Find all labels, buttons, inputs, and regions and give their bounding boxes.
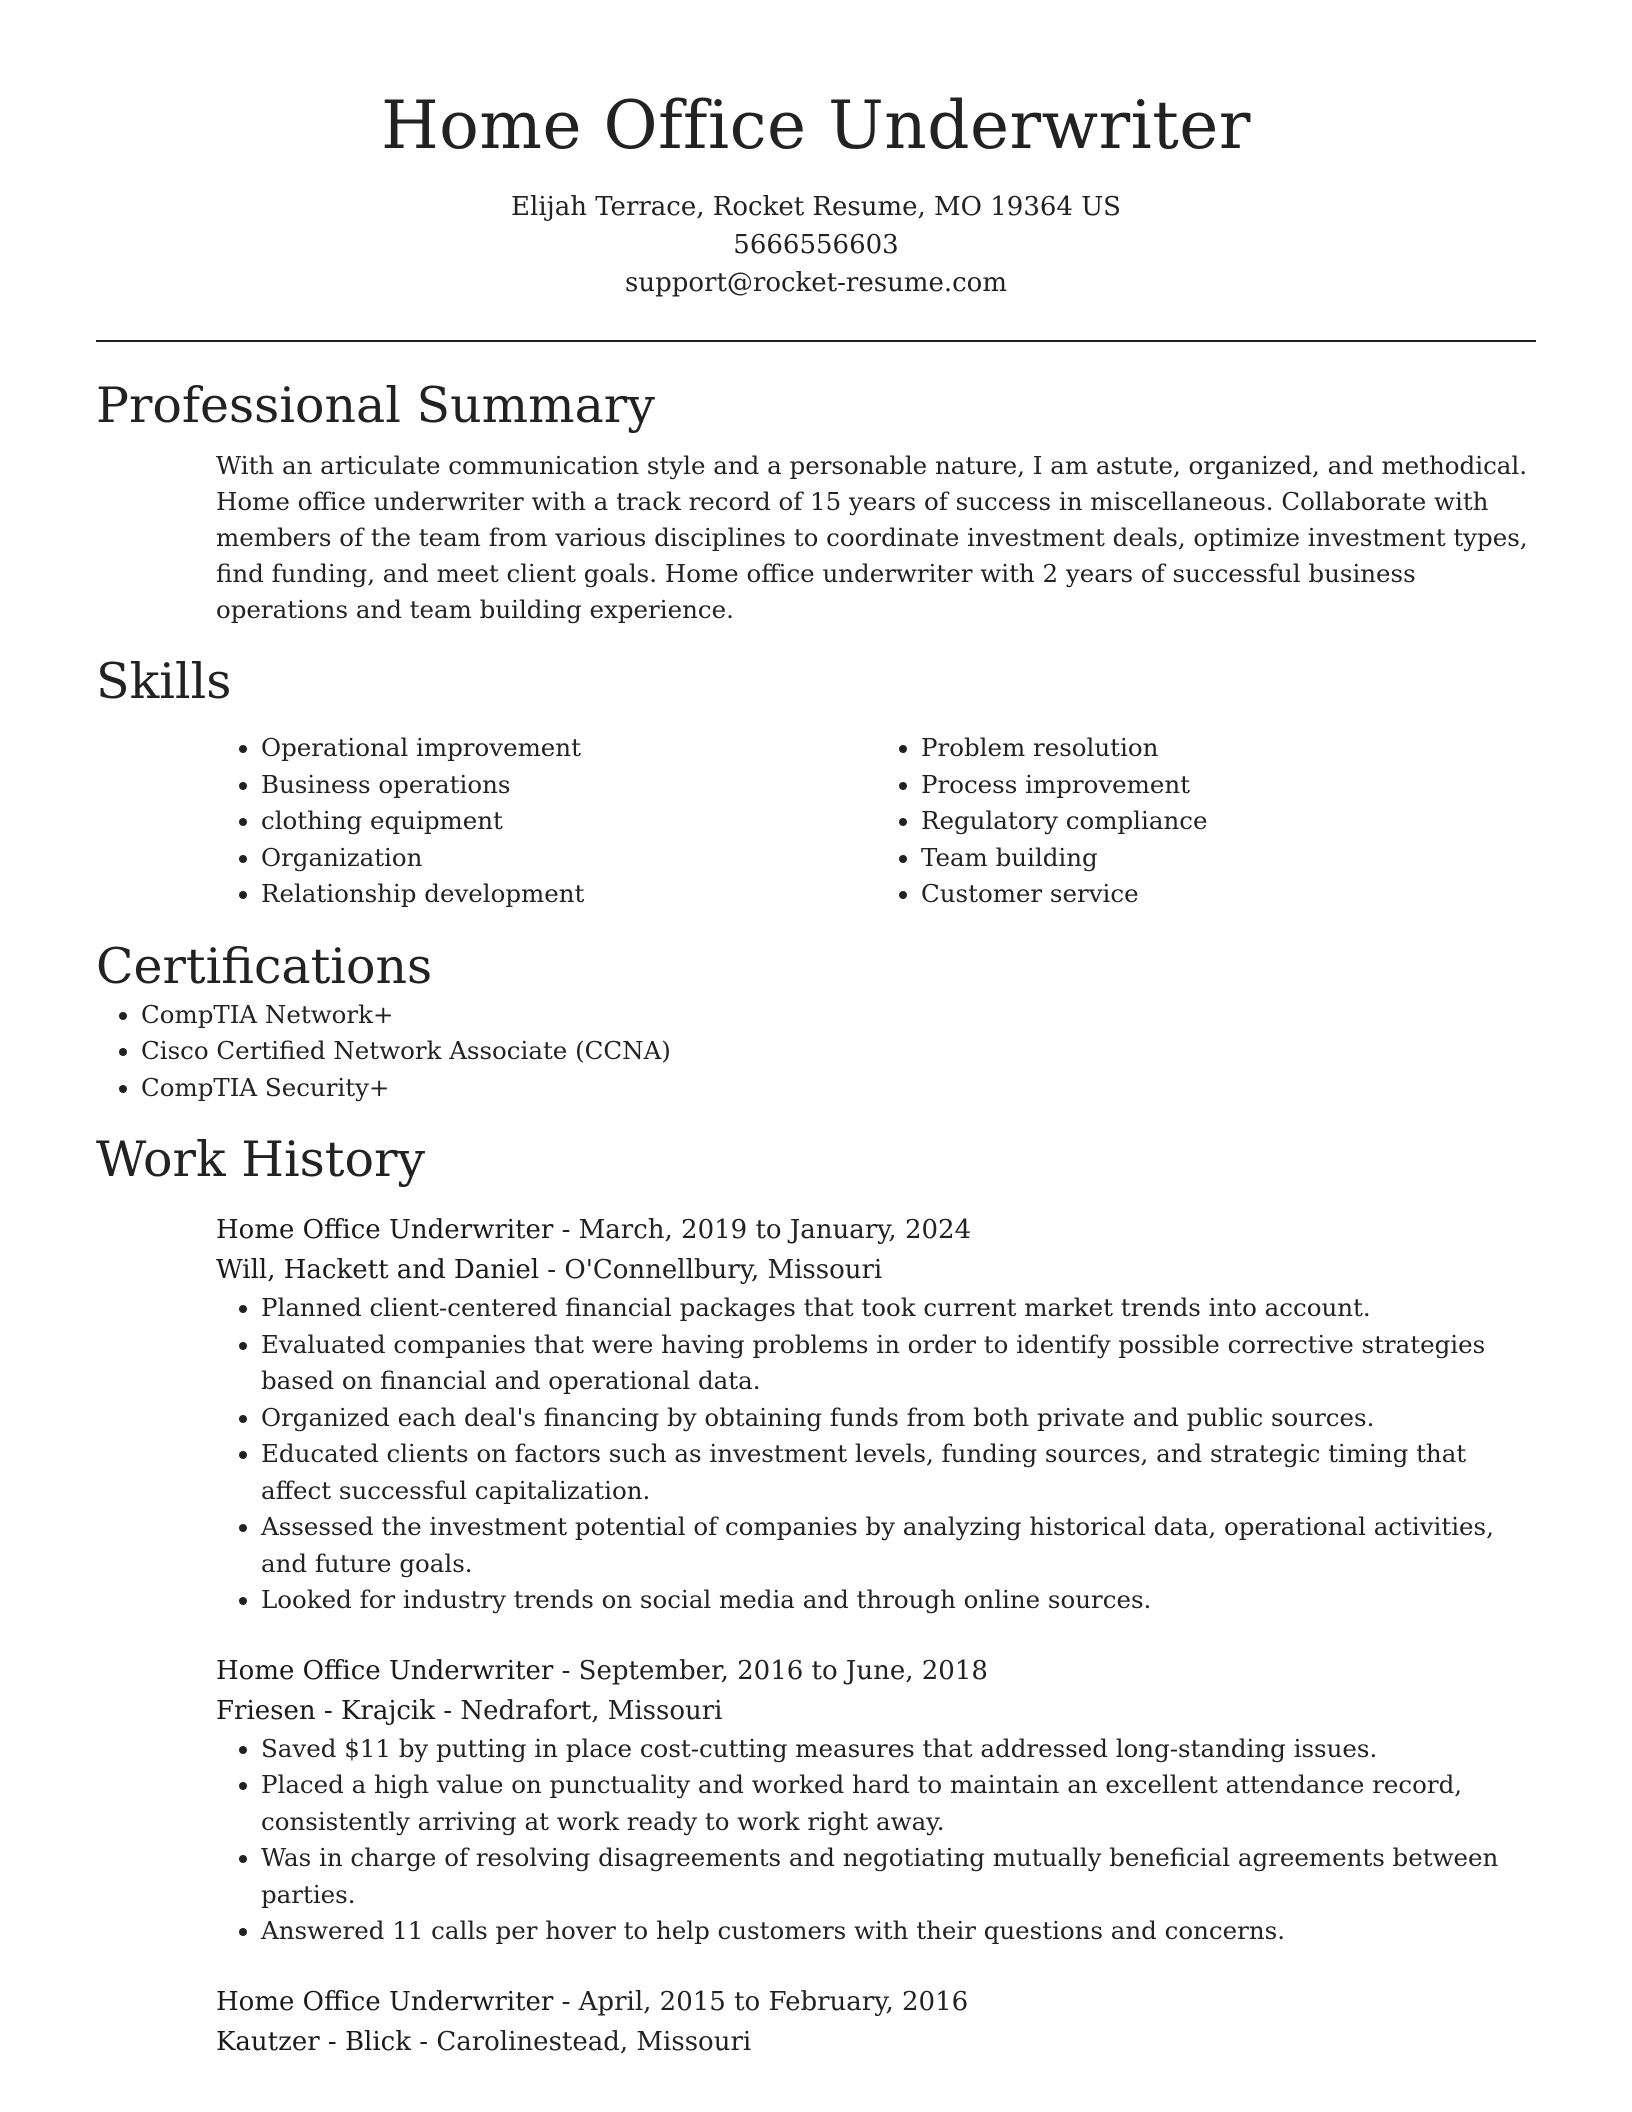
job-bullet: • Planned client-centered financial packages that took current market trends into account.: [261, 1290, 1536, 1327]
header-divider: [96, 340, 1536, 342]
section-title-work-history: Work History: [96, 1131, 426, 1188]
certifications-section: [96, 937, 1536, 1107]
resume-page: [96, 0, 1536, 2062]
certification-item: • CompTIA Security+: [141, 1070, 1536, 1107]
skills-grid: [216, 730, 1536, 913]
job-company: Kautzer - Blick: [216, 2026, 411, 2057]
skill-item: • Process improvement: [921, 767, 1536, 804]
job-responsibilities: [216, 1290, 1536, 1619]
job-entry: [216, 1651, 1536, 1950]
job-title-line: Home Office Underwriter - March, 2019 to January, 2024: [216, 1215, 972, 1245]
certifications-list: [96, 997, 1536, 1107]
candidate-name: Home Office Underwriter: [381, 87, 1251, 164]
job-bullet: • Educated clients on factors such as investment levels, funding sources, and strategic timing that affect successful capitalization.: [261, 1436, 1536, 1509]
job-entry: [216, 1210, 1536, 1619]
job-bullet: • Was in charge of resolving disagreements and negotiating mutually beneficial agreements between parties.: [261, 1840, 1536, 1913]
job-bullet: • Placed a high value on punctuality and worked hard to maintain an excellent attendance record, consistently arriving at work ready to work right away.: [261, 1767, 1536, 1840]
job-company: Will, Hackett and Daniel: [216, 1255, 540, 1285]
section-title-certifications: Certifications: [96, 937, 433, 995]
certification-item: • CompTIA Network+: [141, 997, 1536, 1034]
job-company: Friesen - Krajcik: [216, 1695, 436, 1726]
job-location: Carolinestead, Missouri: [436, 2026, 752, 2057]
job-bullet: • Evaluated companies that were having problems in order to identify possible corrective strategies based on financial and operational data.: [261, 1327, 1536, 1400]
job-company-line: Will, Hackett and Daniel - O'Connellbury, Missouri: [216, 1255, 883, 1285]
job-dates: March, 2019 to January, 2024: [578, 1215, 972, 1245]
section-title-summary: Professional Summary: [96, 377, 655, 434]
skill-item: • Operational improvement: [261, 730, 876, 767]
skill-item: • Team building: [921, 840, 1536, 877]
job-bullet: • Saved $11 by putting in place cost-cutting measures that addressed long-standing issues.: [261, 1731, 1536, 1768]
job-bullet: • Assessed the investment potential of companies by analyzing historical data, operational activities, and future goals.: [261, 1509, 1536, 1582]
certification-item: • Cisco Certified Network Associate (CCNA): [141, 1033, 1536, 1070]
job-title: Home Office Underwriter: [216, 1986, 554, 2017]
address: Elijah Terrace, Rocket Resume, MO 19364 US: [511, 192, 1121, 222]
skill-item: • Business operations: [261, 767, 876, 804]
job-bullet: • Organized each deal's financing by obtaining funds from both private and public sources.: [261, 1400, 1536, 1437]
skill-item: • clothing equipment: [261, 803, 876, 840]
job-title: Home Office Underwriter: [216, 1655, 554, 1686]
skill-item: • Regulatory compliance: [921, 803, 1536, 840]
job-entry: [216, 1982, 1536, 2062]
job-company-line: Friesen - Krajcik - Nedrafort, Missouri: [216, 1695, 723, 1726]
skill-item: • Problem resolution: [921, 730, 1536, 767]
skill-item: • Relationship development: [261, 876, 876, 913]
job-location: Nedrafort, Missouri: [460, 1695, 723, 1726]
job-title: Home Office Underwriter: [216, 1215, 554, 1245]
skills-column-right: [876, 730, 1536, 913]
skills-column-left: [216, 730, 876, 913]
skill-item: • Customer service: [921, 876, 1536, 913]
resume-header: [96, 0, 1536, 302]
skills-section: [96, 652, 1536, 913]
phone: 5666556603: [733, 230, 899, 260]
job-location: O'Connellbury, Missouri: [564, 1255, 883, 1285]
work-history-section: [96, 1130, 1536, 2062]
summary-section: [96, 376, 1536, 628]
section-title-skills: Skills: [96, 653, 232, 710]
email: support@rocket-resume.com: [624, 268, 1007, 298]
job-title-line: Home Office Underwriter - September, 2016 to June, 2018: [216, 1655, 988, 1686]
job-bullet: • Looked for industry trends on social media and through online sources.: [261, 1582, 1536, 1619]
job-company-line: Kautzer - Blick - Carolinestead, Missouri: [216, 2026, 752, 2057]
job-bullet: • Answered 11 calls per hover to help customers with their questions and concerns.: [261, 1913, 1536, 1950]
job-title-line: Home Office Underwriter - April, 2015 to February, 2016: [216, 1986, 969, 2017]
job-dates: April, 2015 to February, 2016: [578, 1986, 969, 2017]
skill-item: • Organization: [261, 840, 876, 877]
job-responsibilities: [216, 1731, 1536, 1950]
contact-info: [96, 188, 1536, 302]
summary-text: With an articulate communication style and a personable nature, I am astute, organized, and methodical. Home office underwriter with a track record of 15 years of success in miscellaneous. Collaborate with members of the team from various disciplines to coordinate investment deals, optimize investment types, find funding, and meet client goals. Home office underwriter with 2 years of successful business operations and team building experience.: [216, 451, 1528, 624]
job-dates: September, 2016 to June, 2018: [578, 1655, 988, 1686]
